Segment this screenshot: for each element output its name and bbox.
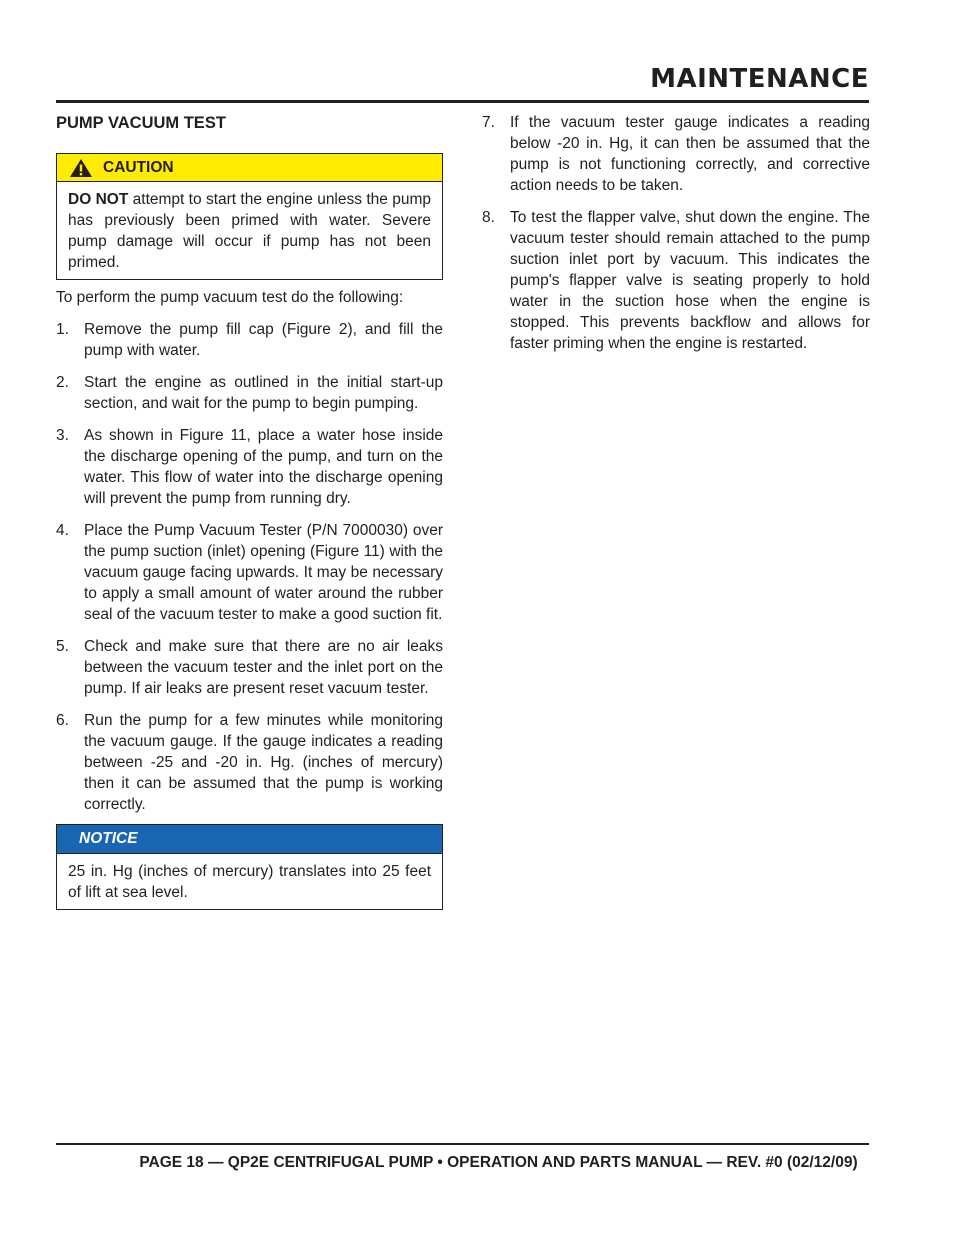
step-number: 4. [56, 522, 69, 539]
list-item [56, 425, 443, 509]
step-text: As shown in Figure 11, place a water hose inside the discharge opening of the pump, and turn on the water. This flow of water into the discharge opening will prevent the pump from running dry. [84, 427, 443, 507]
list-item [56, 372, 443, 414]
list-item [56, 520, 443, 625]
list-item [482, 112, 870, 196]
step-number: 7. [482, 114, 495, 131]
warning-triangle-icon [69, 158, 93, 178]
caution-bold-lead: DO NOT [68, 191, 129, 208]
page-section-title: MAINTENANCE [650, 64, 869, 94]
list-item [56, 636, 443, 699]
list-item [56, 710, 443, 815]
step-number: 6. [56, 712, 69, 729]
list-item [56, 319, 443, 361]
left-column [56, 112, 443, 910]
right-column [482, 112, 870, 365]
step-number: 8. [482, 209, 495, 226]
caution-label: CAUTION [103, 158, 174, 176]
caution-body [57, 182, 442, 279]
step-text: Run the pump for a few minutes while monitoring the vacuum gauge. If the gauge indicates a reading between -25 and -20 in. Hg. (inches of mercury) then it can be assumed that the pump is working correctly. [84, 712, 443, 813]
step-text: Check and make sure that there are no air leaks between the vacuum tester and the inlet port on the pump. If air leaks are present reset vacuum tester. [84, 638, 443, 697]
caution-box [56, 153, 443, 280]
page-footer: PAGE 18 — QP2E CENTRIFUGAL PUMP • OPERATION AND PARTS MANUAL — REV. #0 (02/12/09) [139, 1154, 858, 1171]
caution-text: attempt to start the engine unless the pump has previously been primed with water. Severe pump damage will occur if pump has not been primed. [68, 191, 431, 271]
section-heading: PUMP VACUUM TEST [56, 114, 226, 132]
step-number: 3. [56, 427, 69, 444]
step-text: Place the Pump Vacuum Tester (P/N 7000030) over the pump suction (inlet) opening (Figure 11) with the vacuum gauge facing upwards. It may be necessary to apply a small amount of water around the rubber seal of the vacuum tester to make a good suction fit. [84, 522, 443, 623]
notice-box [56, 824, 443, 910]
notice-header [57, 825, 442, 854]
steps-left-list [56, 319, 443, 815]
list-item [482, 207, 870, 354]
step-text: To test the flapper valve, shut down the engine. The vacuum tester should remain attached to the pump suction inlet port by vacuum. This indicates the pump's flapper valve is seating properly to hold water in the suction hose when the engine is stopped. This prevents backflow and allows for faster priming when the engine is restarted. [510, 209, 870, 352]
step-number: 2. [56, 374, 69, 391]
intro-text: To perform the pump vacuum test do the following: [56, 289, 404, 306]
header-rule [56, 100, 869, 103]
step-number: 1. [56, 321, 69, 338]
footer-rule [56, 1143, 869, 1145]
notice-body: 25 in. Hg (inches of mercury) translates into 25 feet of lift at sea level. [68, 863, 431, 901]
caution-header [57, 154, 442, 182]
step-number: 5. [56, 638, 69, 655]
step-text: Start the engine as outlined in the initial start-up section, and wait for the pump to begin pumping. [84, 374, 443, 412]
step-text: If the vacuum tester gauge indicates a reading below -20 in. Hg, it can then be assumed that the pump is not functioning correctly, and corrective action needs to be taken. [510, 114, 870, 194]
notice-label: NOTICE [79, 830, 138, 847]
step-text: Remove the pump fill cap (Figure 2), and fill the pump with water. [84, 321, 443, 359]
